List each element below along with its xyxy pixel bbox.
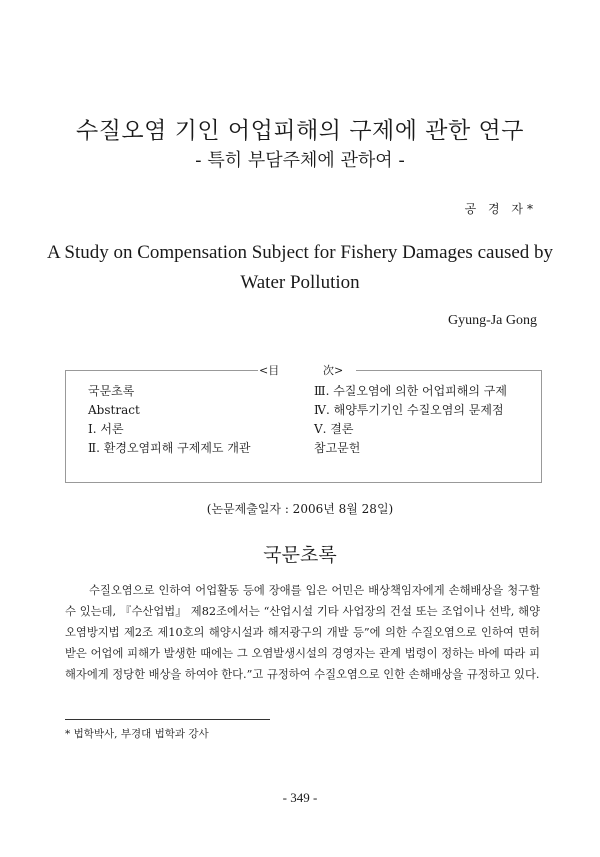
toc-heading-left: <目	[259, 364, 280, 377]
toc-heading-right: 次>	[323, 364, 344, 377]
toc-right-column	[314, 382, 507, 458]
page-number: - 349 -	[282, 790, 318, 805]
toc-item: 국문초록	[88, 384, 135, 398]
toc-item: Ⅲ. 수질오염에 의한 어업피해의 구제	[314, 384, 507, 398]
table-of-contents	[65, 364, 542, 483]
korean-author: 공 경 자*	[464, 202, 537, 216]
toc-rule-right	[356, 370, 541, 371]
footnote-divider	[65, 719, 270, 720]
abstract-paragraph: 수질오염으로 인하여 어업활동 등에 장애를 입은 어민은 배상책임자에게 손해배상을 청구할 수 있는데, 『수산업법』 제82조에서는 “산업시설 기타 사업장의 건설 또는 조업이나 선박, 해양오염방지법 제2조 제10호의 해양시설과 해저광구의 개발 등”에 의한 수질오염으로 인하여 면허받은 어업에 피해가 발생한 때에는 그 오염발생시설의 경영자는 관계 법령이 정하는 바에 따라 피해자에게 정당한 배상을 하여야 한다.”고 규정하여 수질오염으로 인한 손해배상을 규정하고 있다.	[65, 584, 540, 681]
toc-item: Ⅳ. 해양투기기인 수질오염의 문제점	[314, 403, 504, 417]
toc-item: Abstract	[88, 403, 140, 417]
toc-item: Ⅴ. 결론	[314, 422, 354, 436]
toc-rule-left	[66, 370, 258, 371]
english-author: Gyung-Ja Gong	[447, 313, 537, 328]
toc-item: 참고문헌	[314, 441, 361, 455]
toc-left-column	[88, 382, 251, 458]
section-heading-abstract: 국문초록	[263, 544, 337, 566]
korean-subtitle: - 특히 부담주체에 관하여 -	[195, 150, 405, 171]
footnote: * 법학박사, 부경대 법학과 강사	[65, 728, 209, 740]
submission-date: (논문제출일자 : 2006년 8월 28일)	[206, 502, 394, 516]
korean-title: 수질오염 기인 어업피해의 구제에 관한 연구	[76, 118, 524, 144]
toc-item: Ⅱ. 환경오염피해 구제제도 개관	[88, 441, 251, 455]
toc-item: Ⅰ. 서론	[88, 422, 124, 436]
english-title: A Study on Compensation Subject for Fishery Damages caused by Water Pollution	[46, 242, 554, 293]
